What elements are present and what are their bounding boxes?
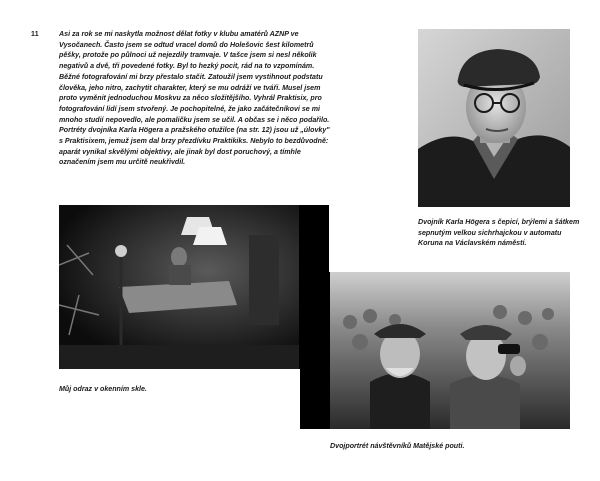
- body-line: člověka, jeho nitro, zachytit charakter, který se mu odráží ve tváři. Musel jsem: [59, 83, 321, 92]
- page-number: 11: [31, 31, 39, 38]
- body-line: mnoho studií nepovedlo, ale pomaličku jsem se učil. A občas se i něco podařilo.: [59, 115, 330, 124]
- body-line: Asi za rok se mi naskytla možnost dělat fotky v klubu amatérů AZNP ve: [59, 30, 299, 38]
- caption-line: Dvojník Karla Högera s čepicí, brýlemi a šátkem: [418, 218, 580, 226]
- body-line: Běžné fotografování mi brzy přestalo stačit. Zatoužil jsem vystihnout podstatu: [59, 72, 323, 81]
- caption-line: Koruna na Václavském náměstí.: [418, 239, 527, 248]
- body-line: Portréty dvojníka Karla Högera a pražského otužilce (na str. 12) jsou už „úlovky": [59, 126, 330, 135]
- fair-double-portrait-photo: [300, 272, 570, 429]
- caption-line: Dvojportrét návštěvníků Matějské pouti.: [330, 442, 465, 450]
- body-line: fotografování lidí jsem stvořený. Je pochopitelné, že jako začátečníkovi se mi: [59, 104, 320, 113]
- body-line: Vysočanech. Často jsem se odtud vracel domů do Holešovic šest kilometrů: [59, 40, 314, 49]
- fair-caption: [330, 441, 530, 452]
- body-line: označením jsem mu určitě neukřivdil.: [59, 158, 186, 167]
- portrait-photo: [418, 29, 570, 207]
- portrait-caption: [418, 217, 578, 249]
- body-line: proto vyměnit jednoduchou Moskvu za něco složitějšího. Vyhrál Praktisix, pro: [59, 94, 322, 103]
- body-line: aparát vynikal skvělými objektivy, ale jinak byl dost poruchový, a tímhle: [59, 147, 301, 156]
- window-caption: [59, 384, 219, 395]
- body-line: negativů a dvě, tři povedené fotky. Byl to hezký pocit, rád na to vzpomínám.: [59, 62, 315, 71]
- body-paragraph: [59, 29, 330, 168]
- caption-line: sepnutým velkou sichrhajckou v automatu: [418, 228, 562, 237]
- body-line: pěšky, protože po půlnoci už nejezdily tramvaje. V tašce jsem si nesl několik: [59, 51, 317, 60]
- window-reflection-photo: [59, 205, 329, 369]
- body-line: s Praktisixem, jemuž jsem dal brzy přezdívku Praktikiks. Nebylo to bezdůvodně:: [59, 137, 329, 146]
- caption-line: Můj odraz v okenním skle.: [59, 385, 147, 393]
